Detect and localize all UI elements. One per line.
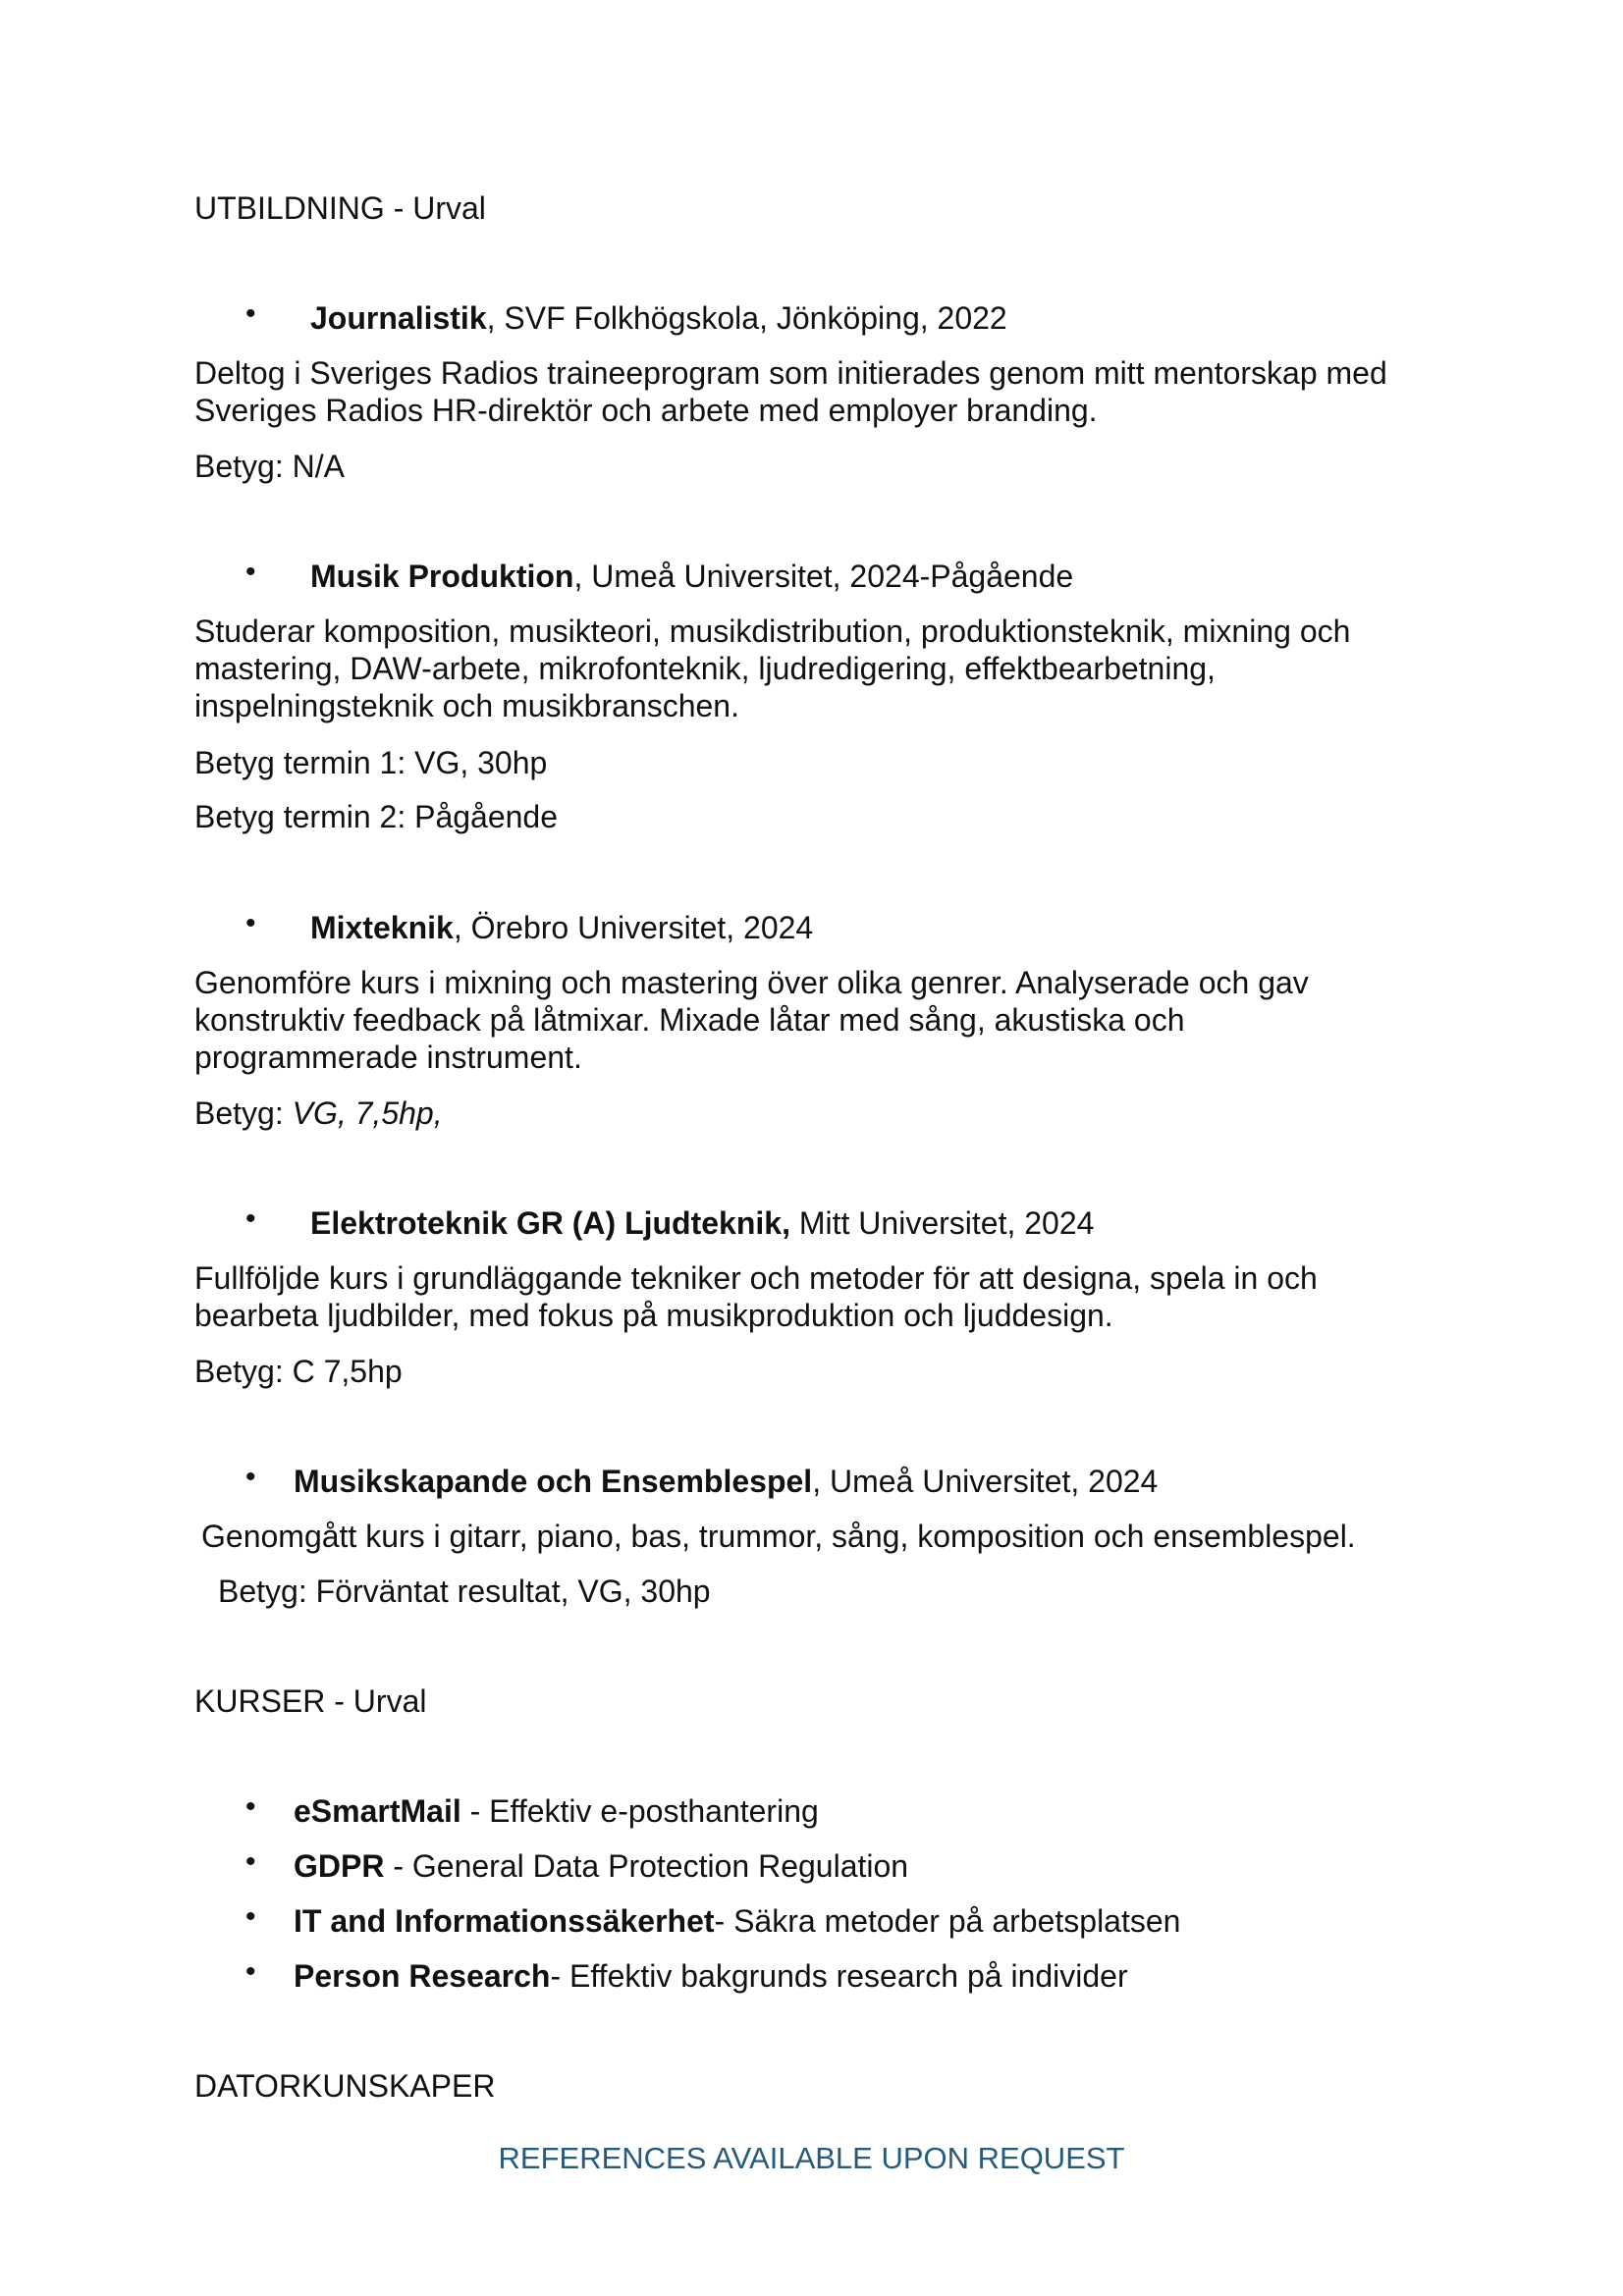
bullet-icon: • xyxy=(245,1790,256,1823)
education-item-description: inspelningsteknik och musikbranschen. xyxy=(194,688,739,723)
course-item xyxy=(294,1792,819,1831)
education-item-details: , Örebro Universitet, 2024 xyxy=(453,910,814,945)
bullet-icon: • xyxy=(245,297,256,330)
education-item-title-row xyxy=(294,1463,1158,1501)
education-item-title: Journalistik xyxy=(310,300,487,336)
courses-heading: KURSER - Urval xyxy=(194,1683,427,1719)
bullet-icon: • xyxy=(245,1461,256,1493)
education-item-details: , Umeå Universitet, 2024 xyxy=(812,1464,1159,1499)
course-item-title: eSmartMail xyxy=(294,1793,461,1829)
education-item-description: Fullföljde kurs i grundläggande tekniker och metoder för att designa, spela in och xyxy=(194,1260,1318,1296)
education-item-description: Genomgått kurs i gitarr, piano, bas, trummor, sång, komposition och ensemblespel. xyxy=(201,1519,1356,1554)
education-item-grade: Betyg termin 2: Pågående xyxy=(194,799,559,834)
education-item-grade: Betyg: C 7,5hp xyxy=(194,1354,403,1389)
course-item-title: IT and Informationssäkerhet xyxy=(294,1903,715,1939)
education-item-title: Musik Produktion xyxy=(310,559,574,594)
course-item xyxy=(294,1847,908,1886)
education-item-grade: Betyg: N/A xyxy=(194,449,345,484)
grade-value: VG, 7,5hp, xyxy=(292,1095,443,1131)
course-item-title: Person Research xyxy=(294,1958,551,1994)
education-item-description: Genomföre kurs i mixning och mastering över olika genrer. Analyserade och gav xyxy=(194,965,1309,1000)
education-item-description: mastering, DAW-arbete, mikrofonteknik, ljudredigering, effektbearbetning, xyxy=(194,651,1216,686)
bullet-icon: • xyxy=(245,1955,256,1988)
bullet-icon: • xyxy=(245,1202,256,1235)
education-item-description: Studerar komposition, musikteori, musikdistribution, produktionsteknik, mixning och xyxy=(194,614,1351,649)
bullet-icon: • xyxy=(245,1900,256,1933)
bullet-icon: • xyxy=(245,1845,256,1878)
bullet-icon: • xyxy=(245,556,256,588)
education-item-description: programmerade instrument. xyxy=(194,1040,582,1075)
education-item-title-row xyxy=(310,299,1007,338)
course-item xyxy=(294,1957,1128,1996)
course-item-description: - Effektiv e-posthantering xyxy=(460,1793,819,1829)
references-footer: REFERENCES AVAILABLE UPON REQUEST xyxy=(498,2141,1125,2175)
education-item-description: bearbeta ljudbilder, med fokus på musikproduktion och ljuddesign. xyxy=(194,1298,1113,1333)
course-item-description: - Effektiv bakgrunds research på individer xyxy=(550,1958,1128,1994)
education-item-title: Elektroteknik GR (A) Ljudteknik, xyxy=(310,1205,790,1241)
education-item-title: Mixteknik xyxy=(310,910,454,945)
education-item-grade: Betyg termin 1: VG, 30hp xyxy=(194,745,548,780)
education-item-description: Sveriges Radios HR-direktör och arbete med employer branding. xyxy=(194,393,1098,428)
course-item-title: GDPR xyxy=(294,1848,385,1884)
course-item-description: - General Data Protection Regulation xyxy=(384,1848,909,1884)
grade-prefix: Betyg: xyxy=(194,1095,293,1131)
education-item-details: Mitt Universitet, 2024 xyxy=(789,1205,1095,1241)
education-item-grade xyxy=(194,1095,443,1133)
bullet-icon: • xyxy=(245,907,256,939)
education-item-details: , SVF Folkhögskola, Jönköping, 2022 xyxy=(486,300,1007,336)
course-item-description: - Säkra metoder på arbetsplatsen xyxy=(714,1903,1181,1939)
education-item-grade: Betyg: Förväntat resultat, VG, 30hp xyxy=(218,1574,711,1609)
education-item-description: Deltog i Sveriges Radios traineeprogram som initierades genom mitt mentorskap med xyxy=(194,355,1387,391)
education-item-title-row xyxy=(310,558,1073,596)
education-item-title: Musikskapande och Ensemblespel xyxy=(294,1464,813,1499)
education-item-description: konstruktiv feedback på låtmixar. Mixade låtar med sång, akustiska och xyxy=(194,1002,1185,1038)
education-item-details: , Umeå Universitet, 2024-Pågående xyxy=(573,559,1074,594)
education-item-title-row xyxy=(310,909,813,947)
education-heading: UTBILDNING - Urval xyxy=(194,190,486,226)
computer-skills-heading: DATORKUNSKAPER xyxy=(194,2068,496,2104)
education-item-title-row xyxy=(310,1204,1094,1243)
course-item xyxy=(294,1902,1180,1941)
